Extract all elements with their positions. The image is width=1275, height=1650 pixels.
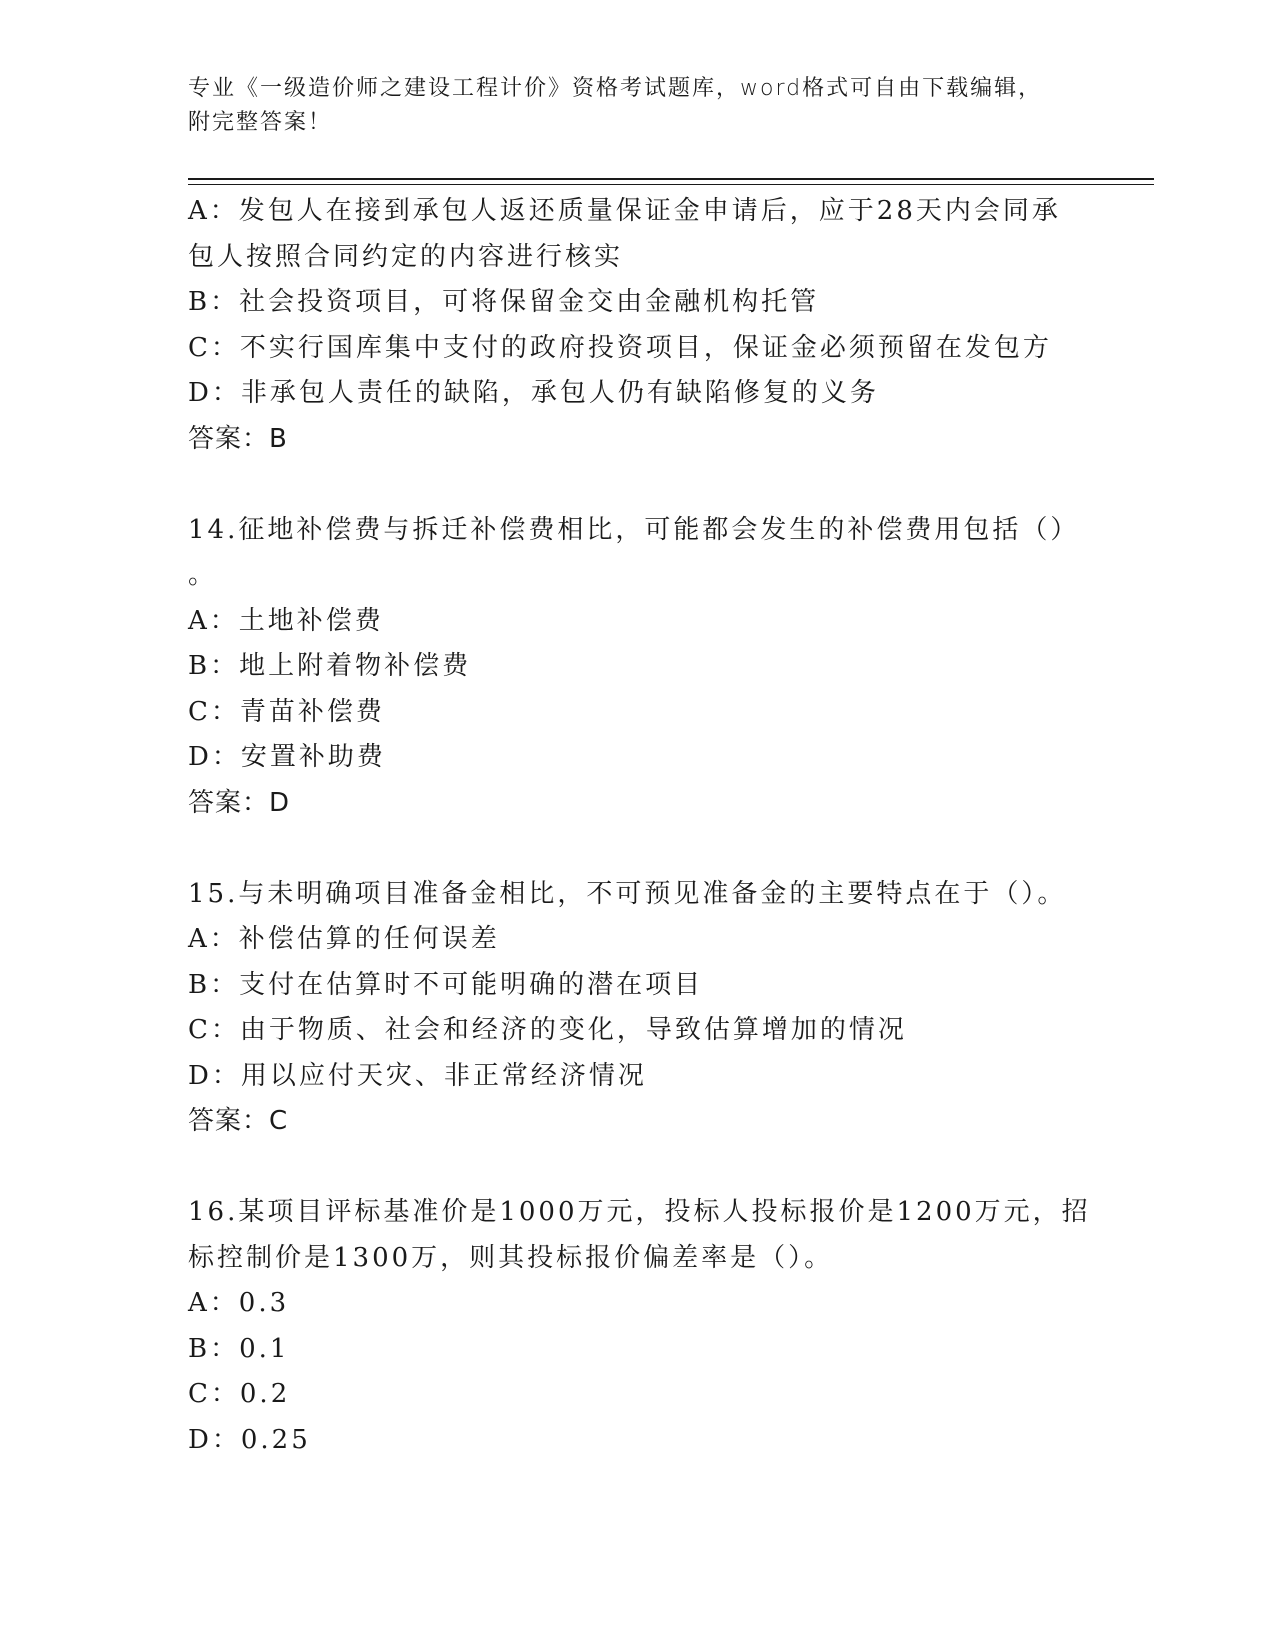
question-13 [188,189,1088,462]
question-stem-line-1: 16.某项目评标基准价是1000万元，投标人投标报价是1200万元，招 [188,1197,1091,1227]
option-d: D：安置补助费 [188,742,386,772]
option-b: B：0.1 [188,1333,290,1364]
document-header [188,72,1068,140]
option-d: D：非承包人责任的缺陷，承包人仍有缺陷修复的义务 [188,378,879,408]
option-c: C：不实行国库集中支付的政府投资项目，保证金必须预留在发包方 [188,332,1052,363]
option-b: B：社会投资项目，可将保留金交由金融机构托管 [188,287,820,317]
question-14 [188,508,1088,827]
question-stem-line-2: 标控制价是1300万，则其投标报价偏差率是（）。 [188,1242,834,1273]
question-stem-line-1: 14.征地补偿费与拆迁补偿费相比，可能都会发生的补偿费用包括（） [188,514,1080,545]
option-c: C：由于物质、社会和经济的变化，导致估算增加的情况 [188,1015,907,1045]
option-c: C：青苗补偿费 [188,696,385,727]
header-divider-thick [188,178,1154,180]
answer: 答案：C [188,1106,289,1136]
option-b: B：地上附着物补偿费 [188,651,472,681]
header-line-1: 专业《一级造价师之建设工程计价》资格考试题库，word格式可自由下载编辑， [188,76,1043,101]
spacer [188,826,1088,872]
question-15 [188,872,1088,1145]
spacer [188,1145,1088,1191]
question-16 [188,1190,1091,1463]
option-a: A：0.3 [188,1288,290,1318]
option-a: A：补偿估算的任何误差 [188,924,500,954]
option-a-line-1: A：发包人在接到承包人返还质量保证金申请后，应于28天内会同承 [188,196,1061,226]
option-a: A：土地补偿费 [188,605,384,636]
option-d: D：0.25 [188,1424,311,1455]
option-b: B：支付在估算时不可能明确的潜在项目 [188,969,704,1000]
question-list [188,189,1091,1463]
option-a-line-2: 包人按照合同约定的内容进行核实 [188,241,624,272]
answer: 答案：B [188,423,288,454]
question-stem-line-2: 。 [188,560,218,590]
answer: 答案：D [188,787,291,818]
header-divider-thin [188,184,1154,185]
question-stem: 15.与未明确项目准备金相比，不可预见准备金的主要特点在于（）。 [188,878,1067,909]
option-d: D：用以应付天灾、非正常经济情况 [188,1060,647,1091]
spacer [188,462,1088,508]
option-c: C：0.2 [188,1379,291,1409]
header-line-2: 附完整答案！ [188,110,333,135]
